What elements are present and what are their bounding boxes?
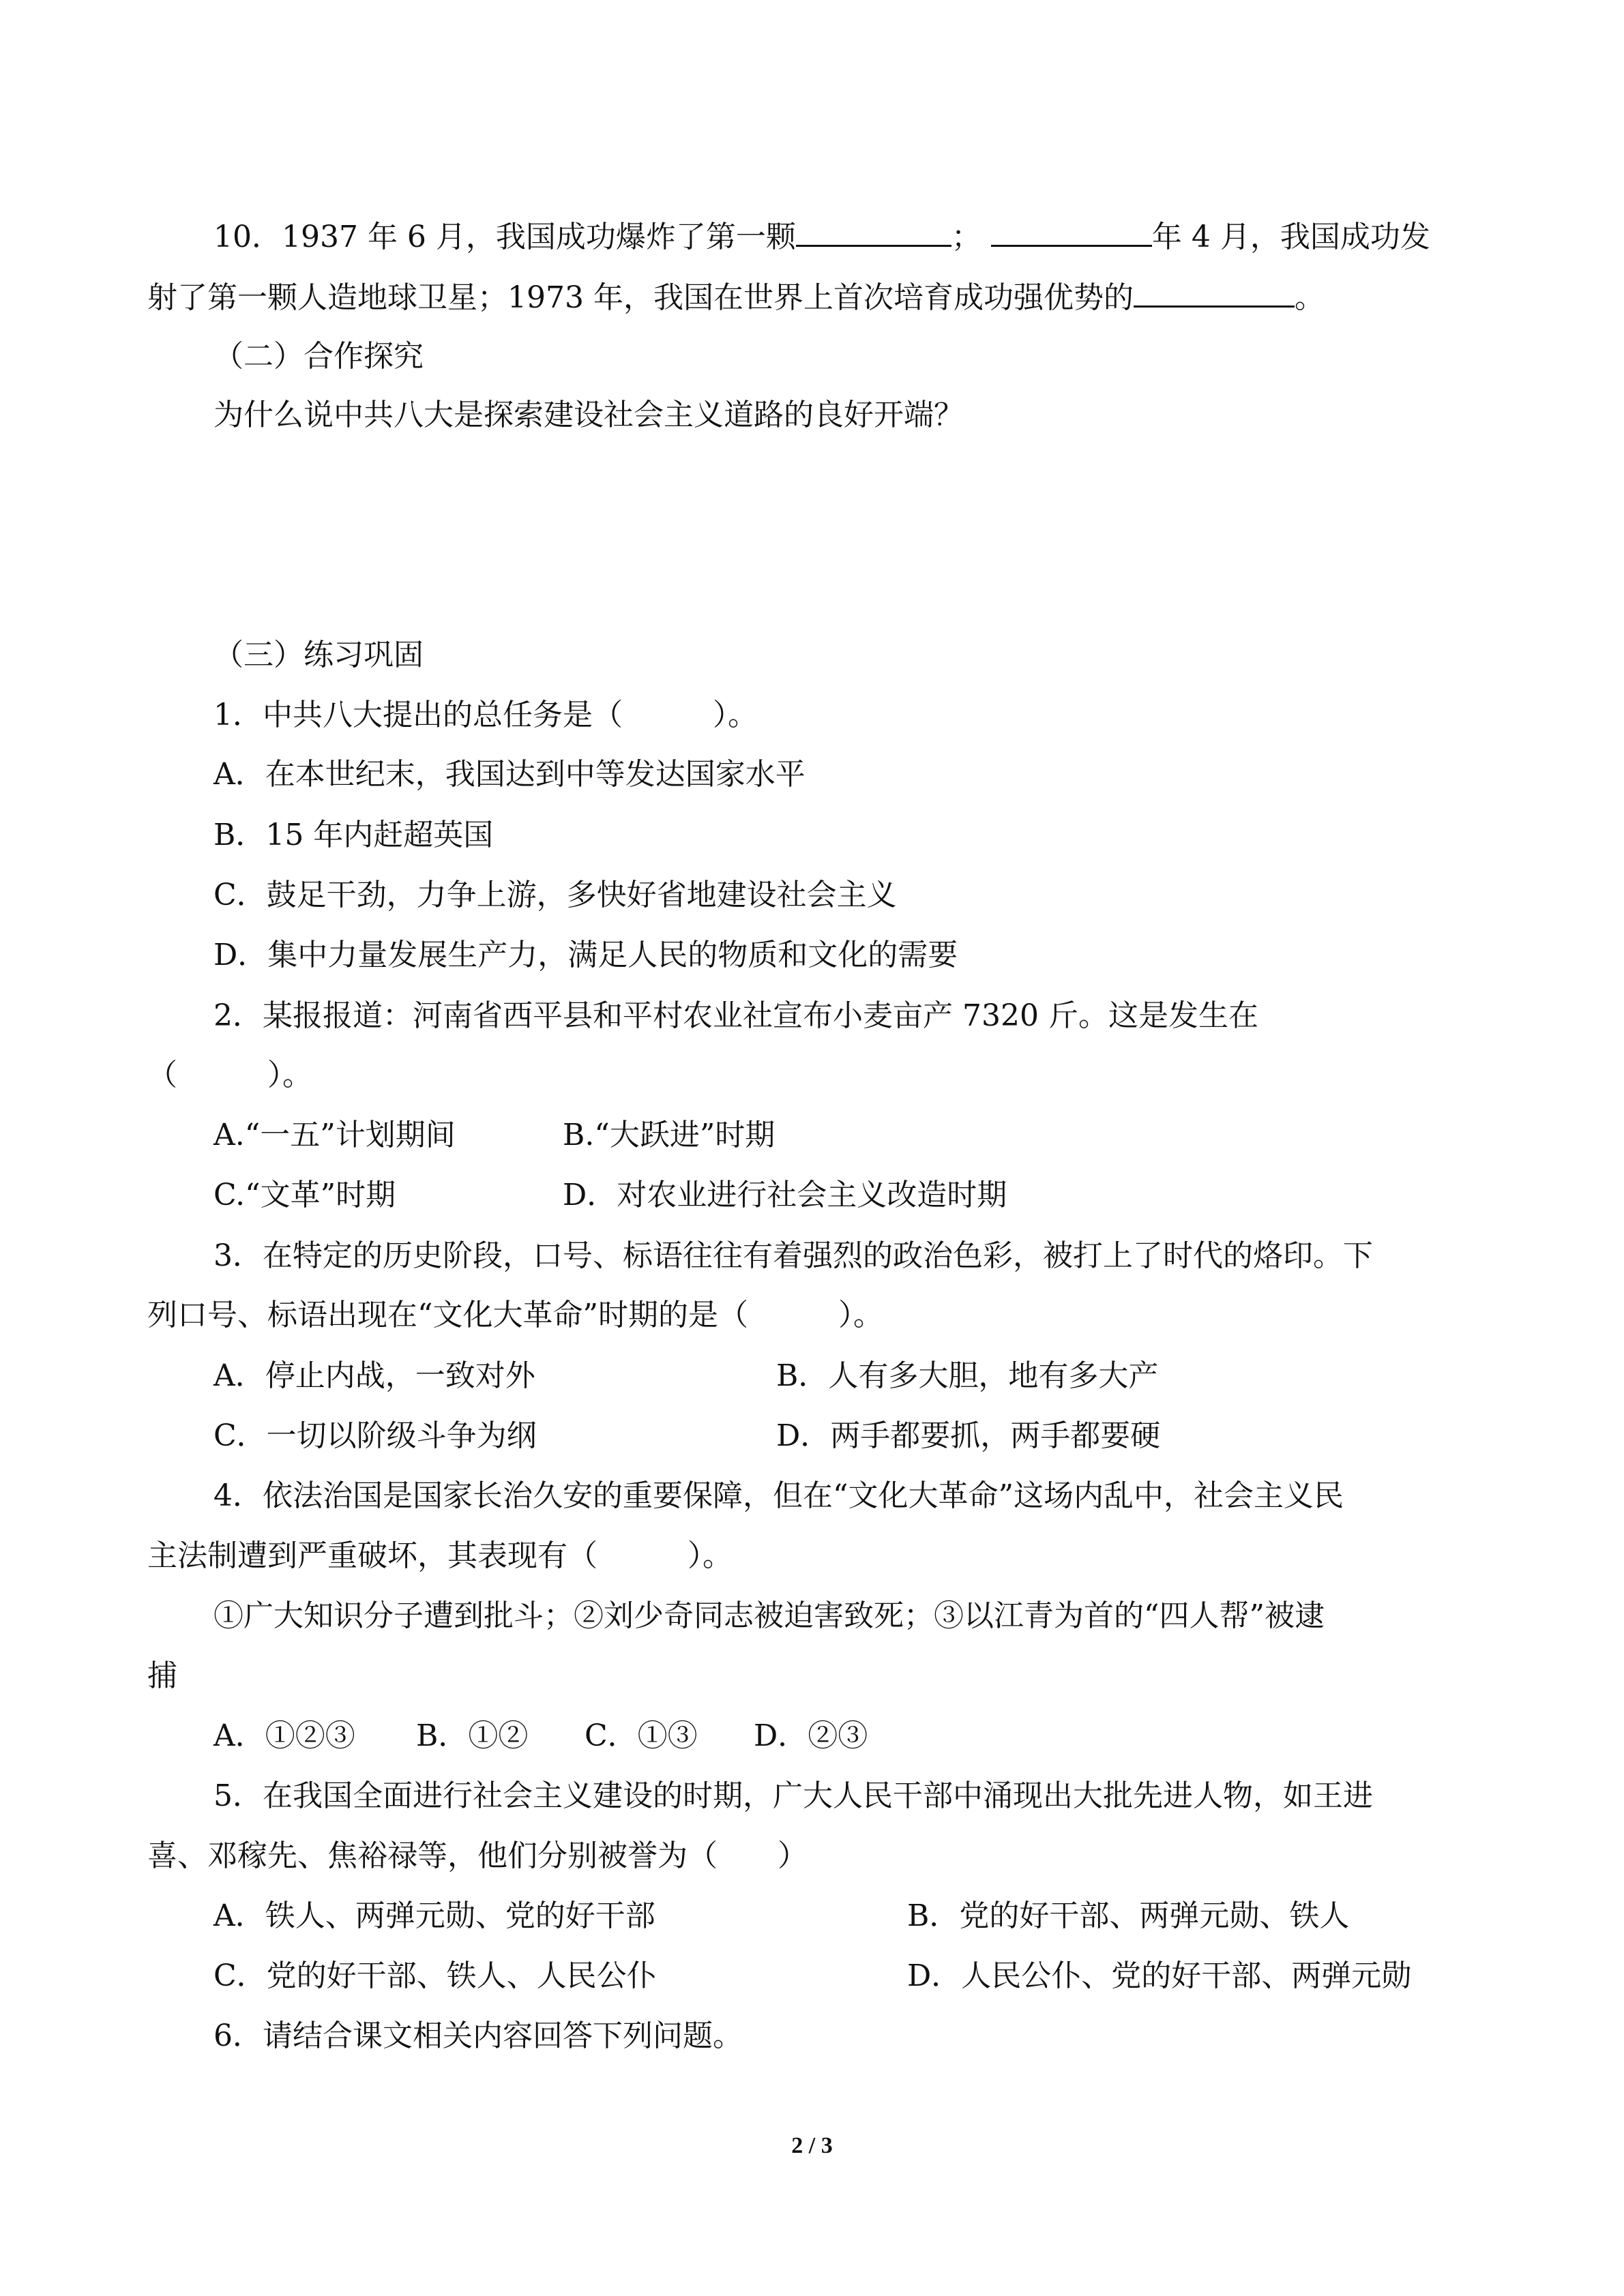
p2-option-a: A.“一五”计划期间 [213, 1118, 456, 1152]
q10-line2 [147, 275, 1325, 318]
q10-blank-2 [991, 215, 1152, 247]
q10-text-e: 。 [1294, 280, 1325, 315]
p2-option-d: D．对农业进行社会主义改造时期 [563, 1178, 1007, 1212]
p4-option-c: C．①③ [585, 1718, 698, 1753]
p5-option-d: D．人民公仆、党的好干部、两弹元勋 [907, 1958, 1412, 1993]
p3-option-b: B．人有多大胆，地有多大产 [776, 1358, 1159, 1393]
p6-stem: 6．请结合课文相关内容回答下列问题。 [213, 2018, 743, 2053]
p3-stem-line1: 3．在特定的历史阶段，口号、标语往往有着强烈的政治色彩，被打上了时代的烙印。下 [213, 1238, 1373, 1273]
p2-stem-line2: （ ）。 [147, 1058, 312, 1092]
q10-blank-3 [1134, 275, 1295, 308]
section2-question: 为什么说中共八大是探索建设社会主义道路的良好开端？ [213, 398, 964, 432]
p4-items-line1: ①广大知识分子遭到批斗；②刘少奇同志被迫害致死；③以江青为首的“四人帮”被逮 [213, 1598, 1325, 1633]
p4-option-d: D．②③ [754, 1718, 868, 1753]
p1-option-b: B．15 年内赶超英国 [213, 818, 494, 852]
q10-text-a: 10．1937 年 6 月，我国成功爆炸了第一颗 [213, 220, 796, 254]
p4-items-line2: 捕 [147, 1658, 177, 1693]
p3-option-d: D．两手都要抓，两手都要硬 [776, 1418, 1161, 1453]
section2-heading: （二）合作探究 [213, 339, 424, 374]
p1-option-a: A．在本世纪末，我国达到中等发达国家水平 [213, 757, 806, 792]
p5-option-b: B．党的好干部、两弹元勋、铁人 [907, 1898, 1350, 1933]
q10-text-d: 射了第一颗人造地球卫星；1973 年，我国在世界上首次培育成功强优势的 [147, 280, 1134, 315]
p5-stem-line2: 喜、邓稼先、焦裕禄等，他们分别被誉为（ ） [147, 1838, 808, 1873]
p2-option-b: B.“大跃进”时期 [563, 1118, 776, 1152]
p4-option-b: B．①② [416, 1718, 529, 1753]
p1-option-d: D．集中力量发展生产力，满足人民的物质和文化的需要 [213, 938, 958, 972]
section3-heading: （三）练习巩固 [213, 638, 424, 672]
p2-stem-line1: 2．某报报道：河南省西平县和平村农业社宣布小麦亩产 7320 斤。这是发生在 [213, 998, 1258, 1033]
p3-option-a: A．停止内战，一致对外 [213, 1358, 535, 1393]
q10-line1 [213, 215, 1430, 258]
p3-option-c: C．一切以阶级斗争为纲 [213, 1418, 537, 1453]
p1-stem: 1．中共八大提出的总任务是（ ）。 [213, 698, 758, 732]
p5-option-a: A．铁人、两弹元勋、党的好干部 [213, 1898, 655, 1933]
p5-stem-line1: 5．在我国全面进行社会主义建设的时期，广大人民干部中涌现出大批先进人物，如王进 [213, 1778, 1373, 1813]
p4-option-a: A．①②③ [213, 1718, 355, 1753]
q10-text-b: ； [951, 220, 981, 254]
p5-option-c: C．党的好干部、铁人、人民公仆 [213, 1958, 657, 1993]
p4-stem-line2: 主法制遭到严重破坏，其表现有（ ）。 [147, 1538, 733, 1573]
p1-option-c: C．鼓足干劲，力争上游，多快好省地建设社会主义 [213, 878, 897, 912]
q10-blank-1 [796, 215, 951, 247]
page-number: 2 / 3 [791, 2133, 833, 2158]
p4-stem-line1: 4．依法治国是国家长治久安的重要保障，但在“文化大革命”这场内乱中，社会主义民 [213, 1478, 1344, 1513]
p3-stem-line2: 列口号、标语出现在“文化大革命”时期的是（ ）。 [147, 1298, 883, 1332]
q10-text-c: 年 4 月，我国成功发 [1151, 220, 1430, 254]
p2-option-c: C.“文革”时期 [213, 1178, 396, 1212]
